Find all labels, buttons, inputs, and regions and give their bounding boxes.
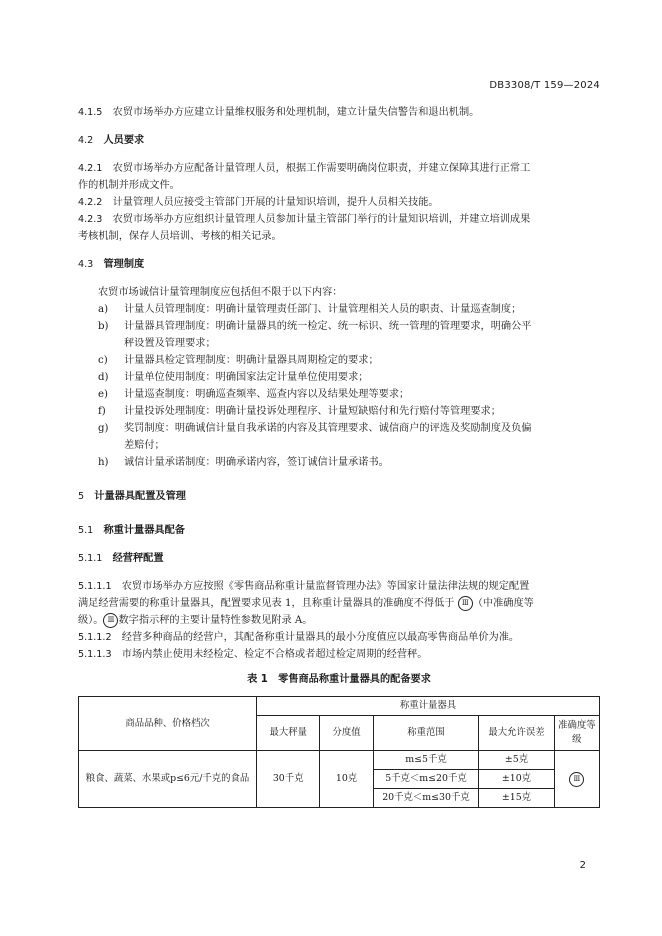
list-item-line: 计量人员管理制度：明确计量管理责任部门、计量管理相关人员的职责、计量巡查制度； bbox=[124, 304, 522, 315]
list-item-text bbox=[124, 318, 600, 352]
list-item bbox=[78, 403, 600, 420]
clause-4-2-1: 4.2.1 农贸市场举办方应配备计量管理人员，根据工作需要明确岗位职责，并建立保障其进行正常工 作的机制并形成文件。 bbox=[78, 163, 531, 191]
cell-class bbox=[554, 751, 599, 808]
list-item-line: 计量巡查制度：明确巡查频率、巡查内容以及结果处理等要求； bbox=[124, 389, 410, 400]
cell-mpe: ±15克 bbox=[479, 789, 554, 808]
document-id: DB3308/T 159—2024 bbox=[489, 80, 600, 91]
heading-5: 5 计量器具配置及管理 bbox=[78, 491, 186, 502]
cell-range: m≤5千克 bbox=[373, 751, 479, 770]
cell-product: 粮食、蔬菜、水果或p≤6元/千克的食品 bbox=[79, 751, 257, 808]
header-class: 准确度等级 bbox=[554, 716, 599, 751]
header-division: 分度值 bbox=[320, 716, 373, 751]
list-item-line: 奖罚制度：明确诚信计量自我承诺的内容及其管理要求、诚信商户的评选及奖励制度及负偏 bbox=[124, 423, 532, 434]
list-item-text bbox=[124, 369, 600, 386]
header-mpe: 最大允许误差 bbox=[479, 716, 554, 751]
heading-4-3: 4.3 管理制度 bbox=[78, 259, 145, 270]
list-item bbox=[78, 386, 600, 403]
list-item-line: 计量器具检定管理制度：明确计量器具周期检定的要求； bbox=[124, 355, 379, 366]
header-max-capacity: 最大秤量 bbox=[257, 716, 320, 751]
list-item bbox=[78, 301, 600, 318]
clause-5-1-1-1: 5.1.1.1 农贸市场举办方应按照《零售商品称重计量监督管理办法》等国家计量法律法规的规定配置 满足经营需要的称重计量器具，配置要求见表 1，且称重计量器具的准确度不得低于 Ⅲ （中准确度等 级）。 Ⅲ 数字指示秤的主要计量特性参数见附录 A。 bbox=[78, 581, 534, 626]
list-item-text bbox=[124, 386, 600, 403]
clause-4-2-3: 4.2.3 农贸市场举办方应组织计量管理人员参加计量主管部门举行的计量知识培训，并建立培训成果 考核机制，保存人员培训、考核的相关记录。 bbox=[78, 214, 531, 242]
document-body bbox=[78, 104, 600, 808]
list-item-marker: h) bbox=[98, 457, 109, 468]
list-item-line: 计量器具管理制度：明确计量器具的统一检定、统一标识、统一管理的管理要求，明确公平 bbox=[124, 321, 532, 332]
list-item bbox=[78, 352, 600, 369]
list-item bbox=[78, 420, 600, 454]
clause-4-1-5: 4.1.5 农贸市场举办方应建立计量维权服务和处理机制，建立计量失信警告和退出机制。 bbox=[78, 107, 480, 118]
accuracy-class-iii-icon: Ⅲ bbox=[458, 596, 473, 611]
accuracy-class-iii-icon: Ⅲ bbox=[569, 772, 584, 787]
list-item-text bbox=[124, 420, 600, 454]
cell-max-capacity: 30千克 bbox=[257, 751, 320, 808]
list-item-line: 差赔付； bbox=[124, 440, 165, 451]
management-system-list bbox=[78, 301, 600, 471]
clause-4-3-intro: 农贸市场诚信计量管理制度应包括但不限于以下内容： bbox=[98, 287, 343, 298]
cell-division: 10克 bbox=[320, 751, 373, 808]
heading-4-2: 4.2 人员要求 bbox=[78, 135, 145, 146]
accuracy-class-iii-icon: Ⅲ bbox=[103, 613, 118, 628]
list-item-marker: e) bbox=[98, 389, 109, 400]
list-item-text bbox=[124, 403, 600, 420]
table-title: 表 1 零售商品称重计量器具的配备要求 bbox=[247, 674, 431, 685]
clause-5-1-1-3: 5.1.1.3 市场内禁止使用未经检定、检定不合格或者超过检定周期的经营秤。 bbox=[78, 649, 428, 660]
header-range: 称重范围 bbox=[373, 716, 479, 751]
list-item-marker: c) bbox=[98, 355, 108, 366]
weighing-instrument-table bbox=[78, 696, 600, 808]
list-item bbox=[78, 369, 600, 386]
header-group: 称重计量器具 bbox=[257, 697, 600, 716]
cell-range: 5千克＜m≤20千克 bbox=[373, 770, 479, 789]
cell-range: 20千克＜m≤30千克 bbox=[373, 789, 479, 808]
list-item bbox=[78, 318, 600, 352]
list-item-line: 计量投诉处理制度：明确计量投诉处理程序、计量短缺赔付和先行赔付等管理要求； bbox=[124, 406, 501, 417]
list-item-text bbox=[124, 301, 600, 318]
list-item-line: 计量单位使用制度：明确国家法定计量单位使用要求； bbox=[124, 372, 369, 383]
list-item-marker: g) bbox=[98, 423, 109, 434]
cell-mpe: ±5克 bbox=[479, 751, 554, 770]
list-item-line: 秤设置及管理要求； bbox=[124, 338, 216, 349]
header-product: 商品品种、价格档次 bbox=[79, 697, 257, 751]
list-item-text bbox=[124, 352, 600, 369]
list-item-marker: f) bbox=[98, 406, 106, 417]
cell-mpe: ±10克 bbox=[479, 770, 554, 789]
clause-5-1-1-2: 5.1.1.2 经营多种商品的经营户，其配备称重计量器具的最小分度值应以最高零售商品单价为准。 bbox=[78, 632, 520, 643]
list-item-marker: d) bbox=[98, 372, 109, 383]
heading-5-1-1: 5.1.1 经营秤配置 bbox=[78, 553, 164, 564]
list-item-marker: b) bbox=[98, 321, 109, 332]
list-item bbox=[78, 454, 600, 471]
list-item-line: 诚信计量承诺制度：明确承诺内容，签订诚信计量承诺书。 bbox=[124, 457, 389, 468]
clause-4-2-2: 4.2.2 计量管理人员应接受主管部门开展的计量知识培训，提升人员相关技能。 bbox=[78, 197, 439, 208]
list-item-text bbox=[124, 454, 600, 471]
heading-5-1: 5.1 称重计量器具配备 bbox=[78, 525, 185, 536]
page-number: 2 bbox=[579, 860, 586, 871]
list-item-marker: a) bbox=[98, 304, 109, 315]
